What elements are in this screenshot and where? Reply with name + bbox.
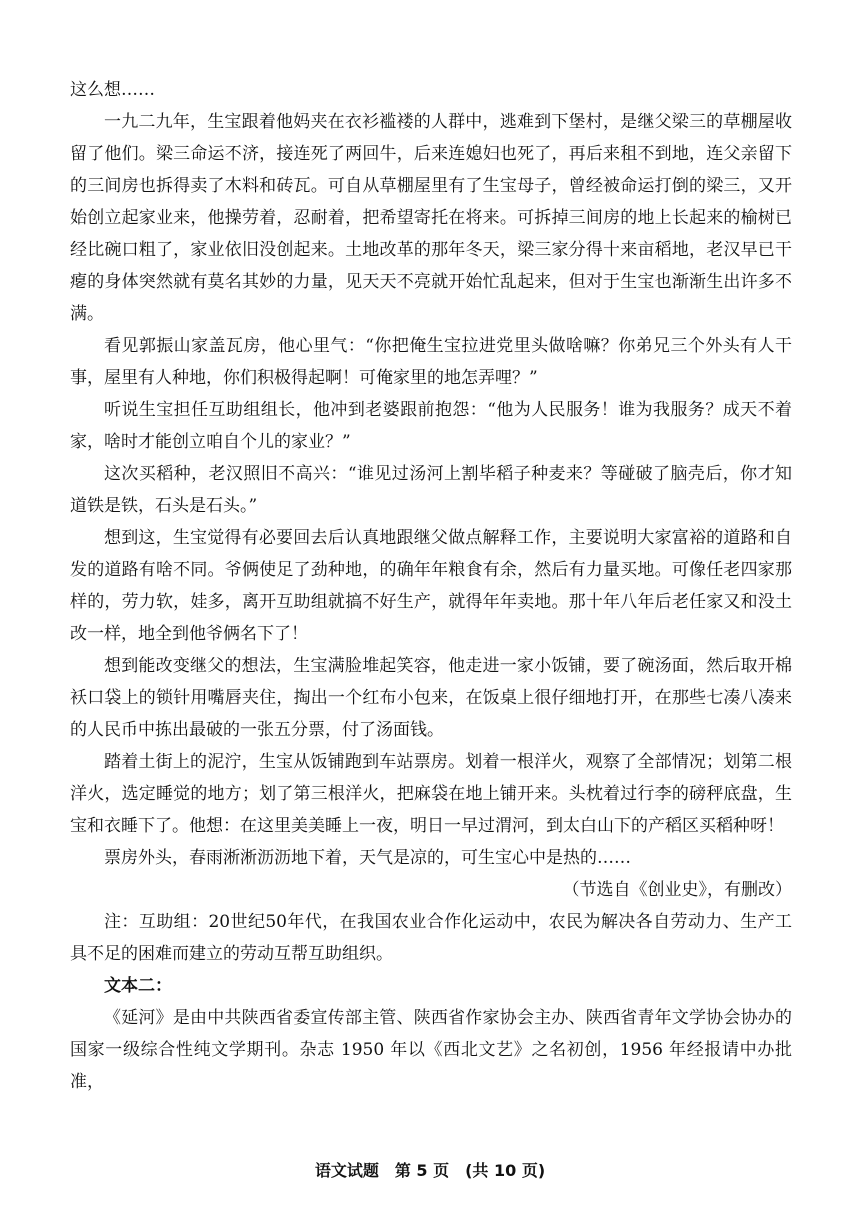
paragraph-4: 听说生宝担任互助组组长，他冲到老婆跟前抱怨：“他为人民服务！谁为我服务？成天不着家，啥时才能创立咱自个儿的家业？” (70, 400, 792, 452)
text2-paragraph: 《延河》是由中共陕西省委宣传部主管、陕西省作家协会主办、陕西省青年文学协会协办的国家一级综合性纯文学期刊。杂志 1950 年以《西北文艺》之名初创，1956 年经报请中办批准， (70, 1008, 792, 1092)
text2-heading: 文本二： (104, 976, 172, 996)
document-body (70, 74, 792, 1098)
paragraph-3: 看见郭振山家盖瓦房，他心里气：“你把俺生宝拉进党里头做啥嘛？你弟兄三个外头有人干事，屋里有人种地，你们积极得起啊！可俺家里的地怎弄哩？” (70, 336, 792, 388)
paragraph-5: 这次买稻种，老汉照旧不高兴：“谁见过汤河上割毕稻子种麦来？等碰破了脑壳后，你才知道铁是铁，石头是石头。” (70, 464, 792, 516)
paragraph-9: 票房外头，春雨淅淅沥沥地下着，天气是凉的，可生宝心中是热的…… (104, 848, 631, 868)
paragraph-8: 踏着土街上的泥泞，生宝从饭铺跑到车站票房。划着一根洋火，观察了全部情况；划第二根洋火，选定睡觉的地方；划了第三根洋火，把麻袋在地上铺开来。头枕着过行李的磅秤底盘，生宝和衣睡下了。他想：在这里美美睡上一夜，明日一早过渭河，到太白山下的产稻区买稻种呀！ (70, 752, 792, 836)
paragraph-7: 想到能改变继父的想法，生宝满脸堆起笑容，他走进一家小饭铺，要了碗汤面，然后取开棉袄口袋上的锁针用嘴唇夹住，掏出一个红布小包来，在饭桌上很仔细地打开，在那些七凑八凑来的人民币中拣出最破的一张五分票，付了汤面钱。 (70, 656, 792, 740)
paragraph-6: 想到这，生宝觉得有必要回去后认真地跟继父做点解释工作，主要说明大家富裕的道路和自发的道路有啥不同。爷俩使足了劲种地，的确年年粮食有余，然后有力量买地。可像任老四家那样的，劳力软，娃多，离开互助组就搞不好生产，就得年年卖地。那十年八年后老任家又和没土改一样，地全到他爷俩名下了！ (70, 528, 792, 644)
paragraph-2: 一九二九年，生宝跟着他妈夹在衣衫褴褛的人群中，逃难到下堡村，是继父梁三的草棚屋收留了他们。梁三命运不济，接连死了两回牛，后来连媳妇也死了，再后来租不到地，连父亲留下的三间房也拆得卖了木料和砖瓦。可自从草棚屋里有了生宝母子，曾经被命运打倒的梁三，又开始创立起家业来，他操劳着，忍耐着，把希望寄托在将来。可拆掉三间房的地上长起来的榆树已经比碗口粗了，家业依旧没创起来。土地改革的那年冬天，梁三家分得十来亩稻地，老汉早已干瘪的身体突然就有莫名其妙的力量，见天天不亮就开始忙乱起来，但对于生宝也渐渐生出许多不满。 (70, 112, 792, 324)
footnote: 注：互助组：20世纪50年代，在我国农业合作化运动中，农民为解决各自劳动力、生产工具不足的困难而建立的劳动互帮互助组织。 (70, 912, 792, 964)
source-citation: （节选自《创业史》，有删改） (562, 880, 792, 900)
page-footer: 语文试题 第 5 页 (共 10 页) (314, 1161, 546, 1180)
paragraph-1: 这么想…… (70, 80, 155, 100)
